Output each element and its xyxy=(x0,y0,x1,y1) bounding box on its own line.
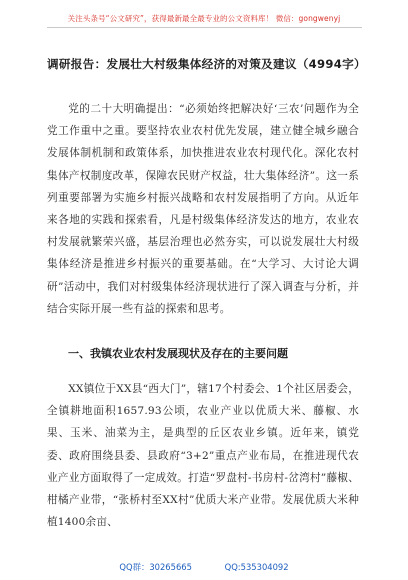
header-divider xyxy=(47,27,362,28)
document-title: 调研报告：发展壮大村级集体经济的对策及建议（4994字） xyxy=(47,57,366,71)
footer-qq-group: QQ群：30265665 xyxy=(119,562,192,572)
body-paragraph-1: 党的二十大明确提出：“必须始终把解决好‘三农’问题作为全党工作重中之重。要坚持农业农村优先发展，建立健全城乡融合发展体制机制和政策体系，加快推进农业农村现代化。深化农村集体产权制度改革，保障农民财产权益，壮大集体经济”。这一系列重要部署为实施乡村振兴战略和农村发展指明了方向。从近年来各地的实践和探索看，凡是村级集体经济发达的地方，农业农村发展就繁荣兴盛，基层治理也必然夯实，可以说发展壮大村级集体经济是推进乡村振兴的重要基础。在“大学习、大讨论大调研”活动中，我们对村级集体经济现状进行了深入调查与分析，并结合实际开展一些有益的探索和思考。 xyxy=(47,103,359,315)
body-paragraph-2: XX镇位于XX县“西大门”，辖17个村委会、1个社区居委会，全镇耕地面积1657.93公顷，农业产业以优质大米、藤椒、水果、玉米、油菜为主，是典型的丘区农业乡镇。近年来，镇党委、政府围绕县委、县政府“3+2”重点产业布局，在推进现代农业产业方面取得了一定成效。打造“罗盘村-书房村-岔湾村”藤椒、柑橘产业带，“张桥村至XX村”优质大米产业带。发展优质大米种植1400余亩、 xyxy=(47,383,359,529)
promo-banner: 关注头条号“公文研究”，获得最新最全最专业的公文资料库！ 微信：gongwenyj xyxy=(67,14,341,23)
footer-qq-number: QQ:535304092 xyxy=(224,562,289,572)
footer-contacts xyxy=(0,561,408,573)
section-heading-1: 一、我镇农业农村发展现状及存在的主要问题 xyxy=(68,347,288,360)
